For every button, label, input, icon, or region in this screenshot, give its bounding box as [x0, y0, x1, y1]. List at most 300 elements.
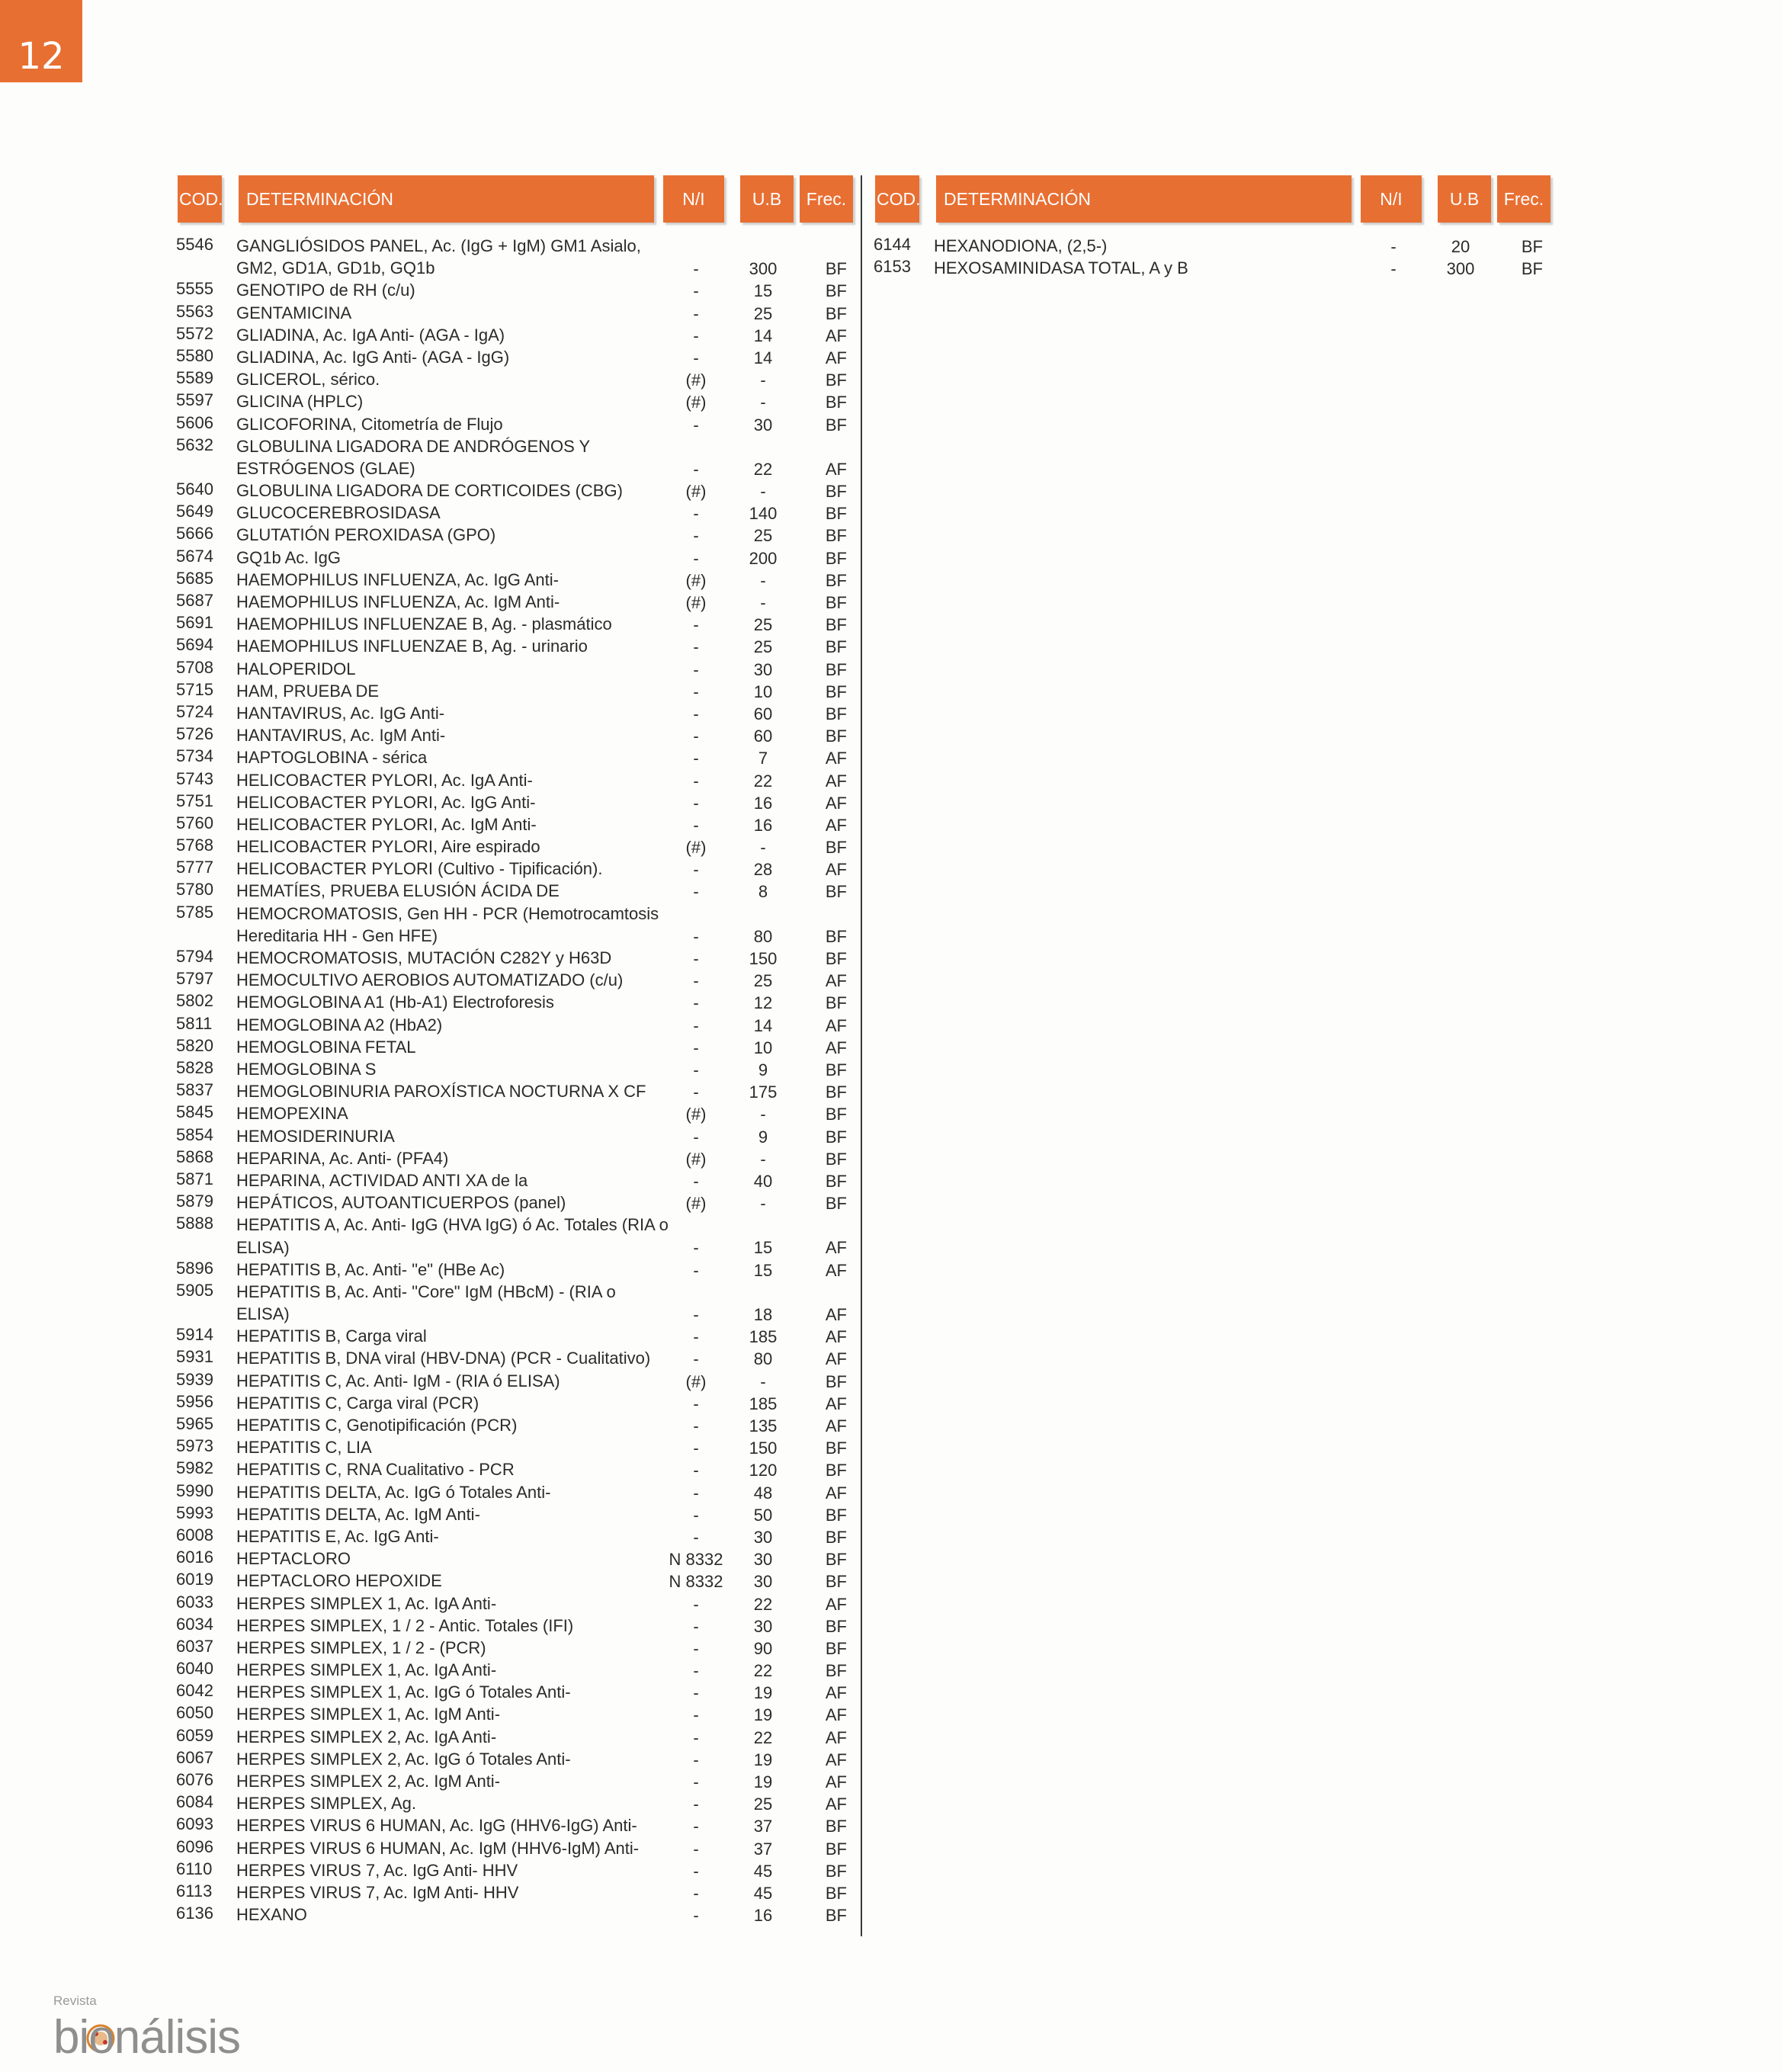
cod-cell: 6059: [176, 1725, 213, 1745]
determinacion-line: GLICOFORINA, Citometría de Flujo: [236, 414, 503, 434]
determinacion-cell: [236, 1837, 639, 1859]
determinacion-line: GLUTATIÓN PEROXIDASA (GPO): [236, 525, 496, 545]
cod-cell: 5555: [176, 279, 213, 299]
determinacion-line: HERPES SIMPLEX, 1 / 2 - Antic. Totales (IFI): [236, 1615, 574, 1635]
frec-cell: AF: [825, 1327, 847, 1347]
determinacion-line: HERPES VIRUS 6 HUMAN, Ac. IgM (HHV6-IgM) Anti-: [236, 1838, 640, 1858]
determinacion-cell: [236, 1281, 616, 1325]
ub-cell: 9: [758, 1060, 768, 1079]
frec-cell: AF: [825, 1727, 847, 1747]
ni-cell: -: [693, 1461, 699, 1480]
ni-cell: -: [693, 1394, 699, 1413]
determinacion-line: HEPATITIS C, Ac. Anti- IgM - (RIA ó ELISA): [236, 1371, 560, 1390]
cod-cell: 6033: [176, 1592, 213, 1612]
cod-cell: 5879: [176, 1192, 213, 1211]
ub-cell: -: [760, 1194, 766, 1214]
frec-cell: BF: [825, 1083, 847, 1102]
ni-cell: -: [693, 882, 699, 902]
cod-cell: 5777: [176, 858, 213, 877]
determinacion-line: HEPTACLORO HEPOXIDE: [236, 1571, 442, 1591]
ub-cell: 14: [753, 348, 773, 367]
cod-cell: 5914: [176, 1325, 213, 1345]
ub-cell: 18: [753, 1305, 773, 1325]
cod-cell: 5905: [176, 1280, 213, 1300]
ub-cell: 140: [749, 504, 778, 524]
ub-cell: 50: [753, 1505, 773, 1525]
ni-cell: -: [693, 949, 699, 969]
cod-cell: 5811: [176, 1013, 213, 1033]
determinacion-line: HERPES VIRUS 6 HUMAN, Ac. IgG (HHV6-IgG) Anti-: [236, 1816, 637, 1836]
determinacion-line: HEPARINA, ACTIVIDAD ANTI XA de la: [236, 1170, 528, 1190]
determinacion-cell: [236, 1036, 416, 1058]
determinacion-cell: [236, 1904, 307, 1926]
determinacion-cell: [236, 1080, 646, 1102]
cod-cell: 5939: [176, 1369, 213, 1389]
cod-cell: 5632: [176, 435, 213, 454]
determinacion-line: HERPES SIMPLEX 1, Ac. IgA Anti-: [236, 1593, 497, 1613]
determinacion-cell: [236, 346, 509, 368]
cod-cell: 5993: [176, 1503, 213, 1522]
ub-cell: 22: [753, 1594, 773, 1614]
determinacion-line: HEMOGLOBINA A2 (HbA2): [236, 1015, 443, 1034]
ub-cell: 30: [753, 1527, 773, 1547]
frec-cell: AF: [825, 1394, 847, 1413]
ni-cell: -: [693, 1238, 699, 1258]
determinacion-line: HERPES SIMPLEX 1, Ac. IgM Anti-: [236, 1705, 501, 1724]
ub-cell: -: [760, 1371, 766, 1391]
determinacion-line: HERPES SIMPLEX 2, Ac. IgA Anti-: [236, 1727, 497, 1746]
determinacion-cell: [236, 680, 379, 702]
frec-cell: BF: [825, 1461, 847, 1480]
determinacion-line: HERPES SIMPLEX 1, Ac. IgG ó Totales Anti-: [236, 1682, 571, 1702]
cod-cell: 5845: [176, 1102, 213, 1122]
determinacion-cell: [236, 1014, 442, 1036]
ni-cell: -: [693, 1083, 699, 1102]
determinacion-line: HAEMOPHILUS INFLUENZA, Ac. IgM Anti-: [236, 592, 560, 612]
ub-cell: 60: [753, 704, 773, 723]
ni-cell: -: [693, 1015, 699, 1035]
ni-cell: -: [693, 1638, 699, 1658]
cod-cell: 5743: [176, 768, 213, 788]
ub-cell: 14: [753, 326, 773, 345]
determinacion-line: HEPATITIS A, Ac. Anti- IgG (HVA IgG) ó Ac. Totales (RIA o: [236, 1215, 669, 1235]
frec-cell: AF: [825, 1483, 847, 1503]
determinacion-line: HAEMOPHILUS INFLUENZA, Ac. IgG Anti-: [236, 569, 559, 589]
ni-cell: (#): [685, 593, 707, 613]
cod-cell: 5931: [176, 1347, 213, 1367]
ni-cell: -: [693, 1661, 699, 1681]
ni-cell: -: [693, 1060, 699, 1079]
ub-cell: 15: [753, 1238, 773, 1258]
frec-cell: BF: [825, 949, 847, 969]
cod-cell: 5580: [176, 345, 213, 365]
ub-cell: 7: [758, 749, 768, 768]
frec-cell: BF: [825, 704, 847, 723]
determinacion-cell: [236, 613, 612, 635]
determinacion-cell: [236, 1392, 479, 1414]
frec-cell: BF: [825, 726, 847, 746]
determinacion-line: HEPÁTICOS, AUTOANTICUERPOS (panel): [236, 1193, 566, 1213]
ni-cell: -: [693, 726, 699, 746]
determinacion-line: HAM, PRUEBA DE: [236, 681, 380, 701]
determinacion-line: HEPATITIS DELTA, Ac. IgM Anti-: [236, 1504, 480, 1524]
determinacion-cell: [236, 813, 537, 836]
determinacion-line: HERPES SIMPLEX 1, Ac. IgA Anti-: [236, 1660, 497, 1680]
frec-cell: BF: [825, 526, 847, 546]
frec-cell: BF: [1521, 259, 1543, 279]
ub-cell: 19: [753, 1772, 773, 1792]
header-ni: N/I: [663, 175, 724, 223]
ub-cell: 22: [753, 459, 773, 479]
ni-cell: -: [693, 1839, 699, 1859]
frec-cell: BF: [825, 482, 847, 502]
ub-cell: -: [760, 482, 766, 502]
determinacion-cell: [934, 235, 1107, 257]
determinacion-cell: [236, 1859, 518, 1881]
ni-cell: -: [693, 1861, 699, 1881]
ni-cell: -: [693, 326, 699, 345]
ni-cell: -: [693, 1750, 699, 1769]
frec-cell: BF: [825, 593, 847, 613]
determinacion-cell: [236, 991, 554, 1013]
frec-cell: BF: [825, 259, 847, 279]
determinacion-cell: [236, 390, 363, 412]
frec-cell: BF: [825, 615, 847, 635]
determinacion-line: GENTAMICINA: [236, 303, 352, 322]
determinacion-cell: [236, 746, 427, 768]
ni-cell: -: [693, 526, 699, 546]
frec-cell: BF: [825, 659, 847, 679]
determinacion-line: HELICOBACTER PYLORI (Cultivo - Tipificación).: [236, 859, 603, 879]
determinacion-cell: [236, 1525, 439, 1548]
cod-cell: 5563: [176, 301, 213, 321]
determinacion-cell: [236, 1637, 486, 1659]
ni-cell: -: [693, 993, 699, 1013]
determinacion-cell: [236, 635, 588, 657]
determinacion-line: GLUCOCEREBROSIDASA: [236, 503, 441, 523]
frec-cell: AF: [825, 1260, 847, 1280]
determinacion-line: GLIADINA, Ac. IgG Anti- (AGA - IgG): [236, 347, 510, 367]
page-number: 12: [0, 0, 82, 82]
frec-cell: AF: [825, 1705, 847, 1725]
cod-cell: 5828: [176, 1057, 213, 1077]
determinacion-line: HEMOGLOBINURIA PAROXÍSTICA NOCTURNA X CF: [236, 1082, 646, 1102]
ub-cell: -: [760, 370, 766, 390]
ni-cell: -: [693, 815, 699, 835]
column-divider: [861, 175, 862, 1936]
cod-cell: 5896: [176, 1258, 213, 1278]
determinacion-cell: [236, 1458, 515, 1480]
ni-cell: -: [693, 704, 699, 723]
ub-cell: 22: [753, 1727, 773, 1747]
determinacion-cell: [236, 1325, 427, 1347]
frec-cell: BF: [825, 637, 847, 657]
determinacion-line: GM2, GD1A, GD1b, GQ1b: [236, 258, 435, 278]
frec-cell: AF: [825, 1750, 847, 1769]
ub-cell: 19: [753, 1683, 773, 1703]
ub-cell: -: [760, 393, 766, 412]
header-determinacion: DETERMINACIÓN: [936, 175, 1352, 223]
ub-cell: 40: [753, 1171, 773, 1191]
ni-cell: -: [693, 459, 699, 479]
determinacion-line: HAEMOPHILUS INFLUENZAE B, Ag. - plasmático: [236, 614, 612, 634]
cod-cell: 5868: [176, 1147, 213, 1166]
frec-cell: BF: [825, 1883, 847, 1903]
cod-cell: 6113: [176, 1881, 213, 1900]
ni-cell: -: [693, 504, 699, 524]
determinacion-cell: [236, 1592, 496, 1615]
determinacion-line: HEMOCROMATOSIS, Gen HH - PCR (Hemotrocamtosis: [236, 903, 659, 923]
ub-cell: 135: [749, 1416, 778, 1436]
frec-cell: BF: [825, 1817, 847, 1836]
determinacion-cell: [236, 1147, 448, 1169]
header-cod: COD.: [875, 175, 919, 223]
ub-cell: 28: [753, 860, 773, 880]
determinacion-line: HERPES VIRUS 7, Ac. IgG Anti- HHV: [236, 1860, 518, 1880]
determinacion-cell: [236, 1726, 496, 1748]
ub-cell: 19: [753, 1750, 773, 1769]
ni-cell: (#): [685, 370, 707, 390]
ub-cell: 37: [753, 1839, 773, 1859]
cod-cell: 6067: [176, 1747, 213, 1767]
determinacion-cell: [236, 1748, 571, 1770]
ni-cell: -: [693, 971, 699, 991]
determinacion-cell: [236, 368, 380, 390]
frec-cell: AF: [825, 348, 847, 367]
ni-cell: -: [693, 1616, 699, 1636]
determinacion-line: HELICOBACTER PYLORI, Ac. IgM Anti-: [236, 814, 537, 834]
ub-cell: 80: [753, 1349, 773, 1369]
ni-cell: -: [693, 682, 699, 701]
determinacion-line: HEXANODIONA, (2,5-): [934, 236, 1108, 255]
cod-cell: 6093: [176, 1814, 213, 1834]
ni-cell: -: [693, 1683, 699, 1703]
determinacion-line: HEMOCULTIVO AEROBIOS AUTOMATIZADO (c/u): [236, 970, 624, 990]
frec-cell: AF: [825, 1795, 847, 1814]
ub-cell: 20: [1451, 237, 1470, 256]
frec-cell: BF: [825, 1861, 847, 1881]
cod-cell: 6076: [176, 1770, 213, 1790]
determinacion-cell: [236, 1125, 395, 1147]
cod-cell: 5691: [176, 613, 213, 633]
determinacion-line: HERPES SIMPLEX 2, Ac. IgM Anti-: [236, 1772, 501, 1791]
frec-cell: AF: [825, 793, 847, 813]
ni-cell: -: [693, 1349, 699, 1369]
ub-cell: 300: [1446, 259, 1475, 279]
cod-cell: 5694: [176, 635, 213, 655]
cod-cell: 5956: [176, 1391, 213, 1411]
ni-cell: -: [693, 1727, 699, 1747]
ub-cell: 15: [753, 1260, 773, 1280]
frec-cell: AF: [825, 971, 847, 991]
determinacion-cell: [236, 1481, 550, 1503]
determinacion-line: HEPATITIS B, Ac. Anti- "e" (HBe Ac): [236, 1259, 505, 1279]
determinacion-cell: [236, 1548, 351, 1570]
ub-cell: 19: [753, 1705, 773, 1725]
determinacion-cell: [236, 1503, 480, 1525]
cod-cell: 5589: [176, 368, 213, 388]
ub-cell: 9: [758, 1127, 768, 1147]
determinacion-cell: [236, 1414, 517, 1436]
ub-cell: 175: [749, 1083, 778, 1102]
ni-cell: -: [693, 1327, 699, 1347]
ni-cell: -: [693, 1772, 699, 1792]
determinacion-line: HEMOSIDERINURIA: [236, 1126, 395, 1146]
determinacion-cell: [236, 1347, 650, 1369]
ni-cell: -: [693, 1795, 699, 1814]
header-cod: COD.: [178, 175, 222, 223]
determinacion-cell: [236, 524, 495, 546]
cod-cell: 5982: [176, 1458, 213, 1478]
determinacion-line: HEPTACLORO: [236, 1549, 351, 1569]
determinacion-line: HEMOGLOBINA FETAL: [236, 1037, 416, 1057]
cod-cell: 5685: [176, 568, 213, 588]
ub-cell: 80: [753, 926, 773, 946]
ni-cell: N 8332: [669, 1572, 723, 1592]
ni-cell: -: [693, 1594, 699, 1614]
frec-cell: AF: [825, 749, 847, 768]
frec-cell: AF: [825, 1772, 847, 1792]
ni-cell: -: [693, 926, 699, 946]
ni-cell: (#): [685, 482, 707, 502]
cod-cell: 6084: [176, 1792, 213, 1812]
determinacion-line: HANTAVIRUS, Ac. IgM Anti-: [236, 726, 446, 746]
cod-cell: 6153: [874, 257, 911, 277]
determinacion-line: GQ1b Ac. IgG: [236, 547, 341, 567]
ni-cell: -: [693, 659, 699, 679]
determinacion-line: HEPATITIS E, Ac. IgG Anti-: [236, 1526, 439, 1546]
ub-cell: 300: [749, 259, 778, 279]
ub-cell: -: [760, 593, 766, 613]
determinacion-line: HANTAVIRUS, Ac. IgG Anti-: [236, 703, 445, 723]
cod-cell: 5734: [176, 746, 213, 766]
cod-cell: 6016: [176, 1548, 213, 1567]
cod-cell: 5780: [176, 880, 213, 900]
cod-cell: 6096: [176, 1836, 213, 1856]
frec-cell: AF: [825, 1683, 847, 1703]
logo-graphic: [52, 1988, 281, 2061]
ub-cell: 37: [753, 1817, 773, 1836]
ni-cell: -: [1390, 259, 1397, 279]
determinacion-cell: [236, 502, 441, 524]
header-determinacion: DETERMINACIÓN: [239, 175, 654, 223]
ni-cell: -: [693, 415, 699, 435]
cod-cell: 5871: [176, 1169, 213, 1188]
ni-cell: -: [693, 1305, 699, 1325]
frec-cell: BF: [825, 303, 847, 323]
frec-cell: BF: [825, 1638, 847, 1658]
ub-cell: 25: [753, 615, 773, 635]
ub-cell: -: [760, 838, 766, 858]
frec-cell: BF: [825, 570, 847, 590]
logo-brand-text: bionálisis: [53, 2011, 241, 2061]
cod-cell: 5965: [176, 1414, 213, 1434]
frec-cell: AF: [825, 1238, 847, 1258]
ub-cell: 30: [753, 1550, 773, 1570]
cod-cell: 5760: [176, 813, 213, 832]
ni-cell: -: [1390, 237, 1397, 256]
ub-cell: 48: [753, 1483, 773, 1503]
determinacion-line: HEXOSAMINIDASA TOTAL, A y B: [934, 258, 1188, 278]
determinacion-cell: [236, 569, 559, 591]
cod-cell: 5768: [176, 836, 213, 855]
cod-cell: 5794: [176, 947, 213, 967]
determinacion-line: HEXANO: [236, 1905, 307, 1925]
frec-cell: BF: [825, 926, 847, 946]
frec-cell: BF: [825, 993, 847, 1013]
cod-cell: 5751: [176, 791, 213, 810]
frec-cell: AF: [825, 326, 847, 345]
determinacion-line: Hereditaria HH - Gen HFE): [236, 925, 438, 945]
determinacion-line: ELISA): [236, 1304, 290, 1324]
frec-cell: AF: [825, 459, 847, 479]
determinacion-line: GANGLIÓSIDOS PANEL, Ac. (IgG + IgM) GM1 Asialo,: [236, 236, 641, 255]
determinacion-cell: [236, 1058, 376, 1080]
cod-cell: 5687: [176, 591, 213, 611]
determinacion-line: HELICOBACTER PYLORI, Aire espirado: [236, 837, 540, 857]
determinacion-line: GLIADINA, Ac. IgA Anti- (AGA - IgA): [236, 325, 505, 345]
ni-cell: -: [693, 749, 699, 768]
cod-cell: 5546: [176, 235, 213, 254]
frec-cell: BF: [825, 393, 847, 412]
frec-cell: BF: [825, 1527, 847, 1547]
determinacion-cell: [236, 1259, 505, 1281]
cod-cell: 6037: [176, 1636, 213, 1656]
ub-cell: 12: [753, 993, 773, 1013]
cod-cell: 5666: [176, 524, 213, 544]
cod-cell: 5649: [176, 502, 213, 521]
determinacion-cell: [236, 279, 415, 301]
ub-cell: -: [760, 1105, 766, 1124]
determinacion-line: HERPES SIMPLEX 2, Ac. IgG ó Totales Anti-: [236, 1749, 571, 1769]
frec-cell: BF: [825, 1572, 847, 1592]
determinacion-cell: [236, 547, 341, 569]
cod-cell: 5597: [176, 390, 213, 410]
cod-cell: 5854: [176, 1124, 213, 1144]
cod-cell: 5990: [176, 1480, 213, 1500]
ni-cell: (#): [685, 1149, 707, 1169]
frec-cell: BF: [825, 882, 847, 902]
frec-cell: AF: [825, 1305, 847, 1325]
cod-cell: 6008: [176, 1525, 213, 1544]
determinacion-cell: [236, 480, 623, 502]
determinacion-line: HEMOCROMATOSIS, MUTACIÓN C282Y y H63D: [236, 948, 612, 968]
ub-cell: 200: [749, 548, 778, 568]
cod-cell: 5888: [176, 1214, 213, 1233]
determinacion-cell: [236, 836, 540, 858]
ni-cell: (#): [685, 1105, 707, 1124]
frec-cell: BF: [825, 1505, 847, 1525]
frec-cell: BF: [825, 1839, 847, 1859]
determinacion-line: GLOBULINA LIGADORA DE CORTICOIDES (CBG): [236, 481, 623, 501]
determinacion-cell: [236, 724, 445, 746]
ub-cell: 16: [753, 815, 773, 835]
logo-small-text: Revista: [53, 1993, 97, 2008]
frec-cell: BF: [825, 1171, 847, 1191]
frec-cell: AF: [825, 815, 847, 835]
ub-cell: 45: [753, 1861, 773, 1881]
cod-cell: 5837: [176, 1080, 213, 1100]
determinacion-line: HERPES SIMPLEX, 1 / 2 - (PCR): [236, 1637, 486, 1657]
ub-cell: 185: [749, 1394, 778, 1413]
determinacion-line: HELICOBACTER PYLORI, Ac. IgA Anti-: [236, 770, 533, 790]
ub-cell: 120: [749, 1461, 778, 1480]
cod-cell: 5606: [176, 412, 213, 432]
frec-cell: BF: [825, 1371, 847, 1391]
determinacion-cell: [236, 1214, 669, 1258]
ub-cell: 10: [753, 1038, 773, 1057]
frec-cell: BF: [825, 1550, 847, 1570]
